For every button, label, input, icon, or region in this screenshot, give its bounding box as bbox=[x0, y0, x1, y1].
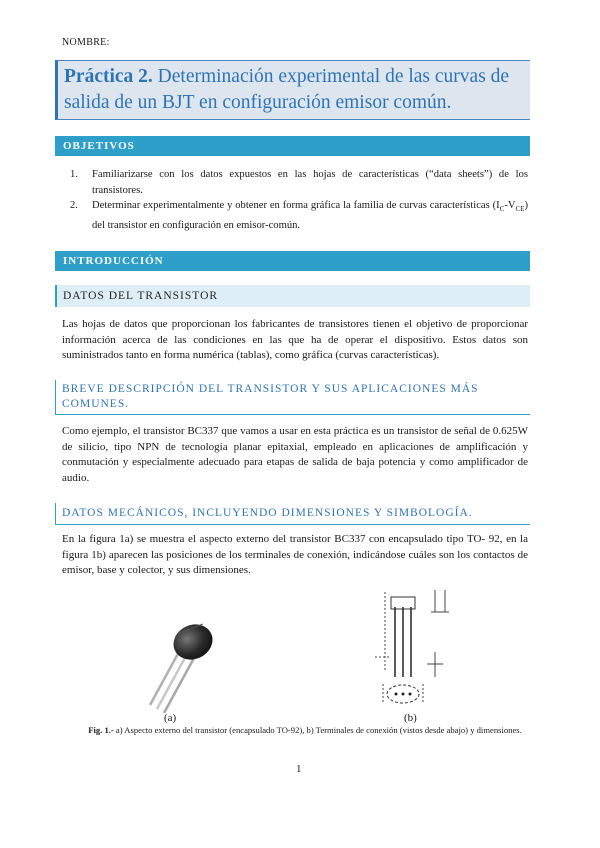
caption-text: a) Aspecto externo del transistor (encapsulado TO-92), b) Terminales de conexión (vistos desde abajo) y dimensiones. bbox=[113, 725, 522, 735]
list-text-post: ) del transistor en configuración en emisor-común. bbox=[92, 200, 528, 231]
subsection-datos-transistor: DATOS DEL TRANSISTOR bbox=[55, 285, 530, 307]
list-item bbox=[70, 198, 528, 233]
paragraph-descripcion: Como ejemplo, el transistor BC337 que vamos a usar en esta práctica es un transistor de señal de 0.625W de silicio, tipo NPN de tecnología planar epitaxial, empleado en aplicaciones de amplificación y conmutación y especialmente adecuado para etapas de salida de baja potencia y como amplificador de audio. bbox=[62, 425, 528, 484]
nombre-label: NOMBRE: bbox=[62, 37, 110, 48]
figure-label-b: (b) bbox=[404, 712, 417, 724]
paragraph-datos: Las hojas de datos que proporcionan los fabricantes de transistores tienen el objetivo de proporcionar información acerca de las condiciones en las que ha de operar el dispositivo. Estos datos son suministrados tanto en forma numérica (tablas), como gráfica (curvas características). bbox=[62, 318, 528, 362]
figure-1 bbox=[0, 580, 600, 724]
transistor-photo-image bbox=[135, 590, 255, 720]
list-text-mid: -V bbox=[504, 200, 516, 212]
subscript-c: C bbox=[499, 205, 505, 214]
page-number: 1 bbox=[296, 763, 302, 775]
section-introduccion: INTRODUCCIÓN bbox=[55, 251, 530, 271]
section-objetivos: OBJETIVOS bbox=[55, 136, 530, 156]
list-number: 2. bbox=[70, 200, 78, 212]
list-number: 1. bbox=[70, 169, 78, 180]
subsection-breve-descripcion: BREVE DESCRIPCIÓN DEL TRANSISTOR Y SUS APLICACIONES MÁS COMUNES. bbox=[55, 380, 530, 415]
list-item bbox=[70, 167, 528, 198]
objetivos-list bbox=[70, 167, 528, 233]
figure-label-a: (a) bbox=[164, 712, 177, 724]
title-label: Práctica 2. bbox=[64, 66, 153, 87]
title-box bbox=[55, 60, 530, 120]
figure-caption bbox=[80, 724, 530, 736]
pin-diagram-image bbox=[365, 582, 475, 712]
paragraph-mecanicos: En la figura 1a) se muestra el aspecto externo del transistor BC337 con encapsulado tipo TO- 92, en la figura 1b) aparecen las posiciones de los terminales de conexión, indicándose cuáles son los contactos de emisor, base y colector, y sus dimensiones. bbox=[62, 533, 528, 577]
subscript-ce: CE bbox=[515, 205, 525, 214]
list-text-pre: Determinar experimentalmente y obtener en forma gráfica la familia de curvas características (I bbox=[92, 200, 500, 212]
title-text: Determinación experimental de las curvas de salida de un BJT en configuración emisor común. bbox=[64, 66, 510, 113]
subsection-datos-mecanicos: DATOS MECÁNICOS, INCLUYENDO DIMENSIONES Y SIMBOLOGÍA. bbox=[55, 503, 530, 525]
caption-bold: Fig. 1.- bbox=[88, 725, 114, 735]
list-text: Familiarizarse con los datos expuestos en las hojas de características (“data sheets”) de los transistores. bbox=[92, 169, 528, 196]
